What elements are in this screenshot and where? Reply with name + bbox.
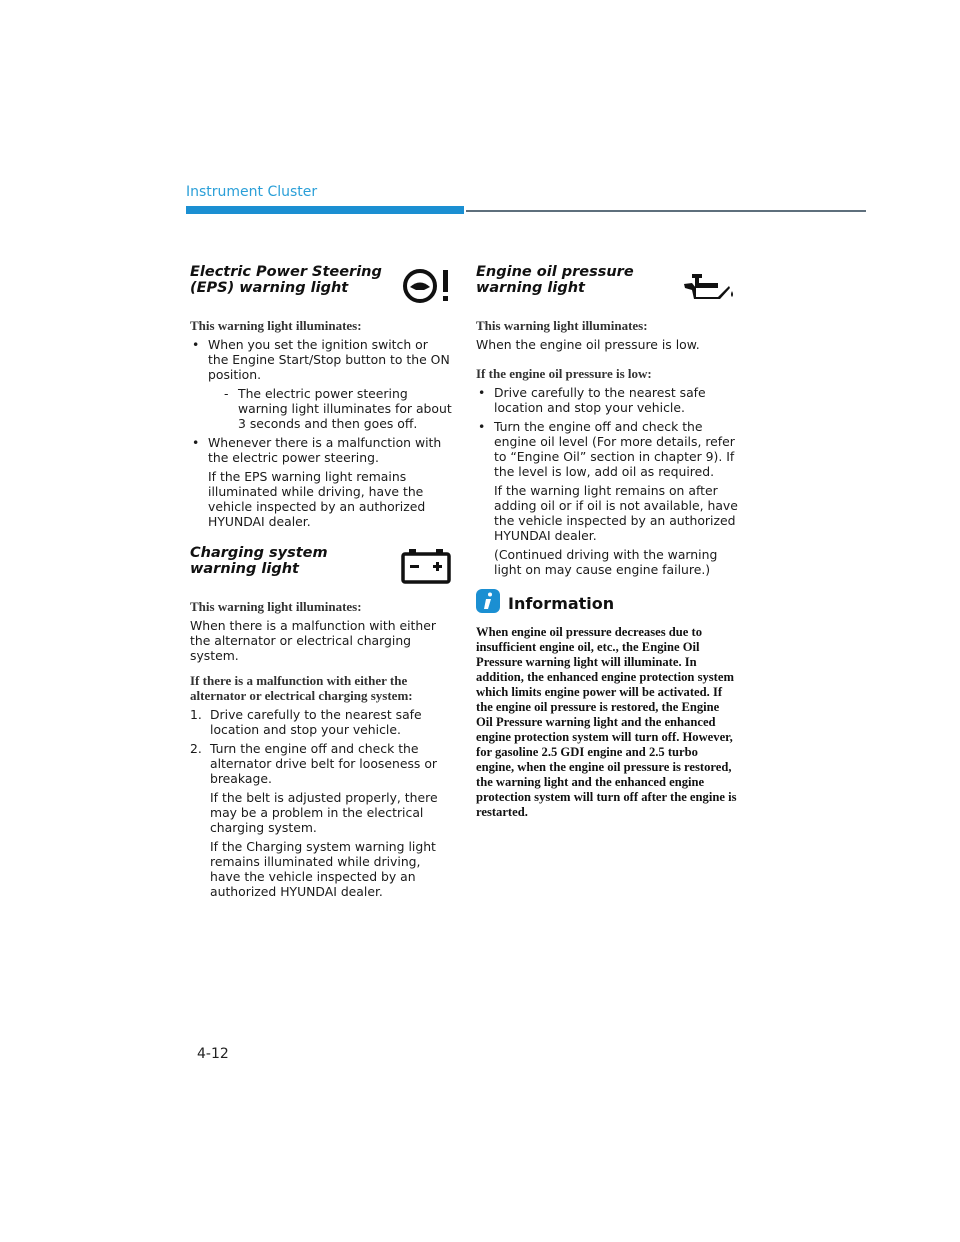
list-item (190, 337, 452, 431)
list-item (476, 419, 738, 577)
battery-icon (400, 547, 452, 589)
info-heading (476, 589, 738, 617)
charging-text: When there is a malfunction with either the alternator or electrical charging system. (190, 618, 436, 663)
bullet-paragraph: If the EPS warning light remains illuminated while driving, have the vehicle inspected by an authorized HYUNDAI dealer. (208, 469, 426, 529)
charging-subhead: This warning light illuminates: (190, 599, 362, 614)
eps-heading (190, 264, 452, 316)
step-number: 2. (190, 741, 202, 756)
left-column (190, 264, 452, 903)
dash-item: - The electric power steering warning light illuminates for about 3 seconds and then goes off. (224, 386, 452, 431)
step-paragraph: If the belt is adjusted properly, there may be a problem in the electrical charging system. (210, 790, 438, 835)
charging-title: Charging system warning light (190, 545, 328, 577)
eps-title: Electric Power Steering (EPS) warning light (190, 264, 382, 296)
steering-warning-icon (402, 266, 452, 310)
eps-subhead: This warning light illuminates: (190, 318, 362, 333)
list-item (476, 385, 738, 415)
charging-subhead2: If there is a malfunction with either the alternator or electrical charging system: (190, 673, 413, 703)
step-text: Turn the engine off and check the alternator drive belt for looseness or breakage. (210, 741, 437, 786)
header-accent-bar (186, 206, 464, 214)
list-item (190, 741, 452, 899)
bullet-text: When you set the ignition switch or the Engine Start/Stop button to the ON position. (208, 337, 450, 382)
eps-bullets (190, 337, 452, 529)
list-item (190, 435, 452, 529)
oil-heading (476, 264, 738, 316)
step-paragraph: If the Charging system warning light remains illuminated while driving, have the vehicle inspected by an authorized HYUNDAI dealer. (210, 839, 436, 899)
list-item (190, 707, 452, 737)
bullet-text: Turn the engine off and check the engine oil level (For more details, refer to “Engine Oil” section in chapter 9). If the level is low, add oil as required. (494, 419, 735, 479)
oil-text: When the engine oil pressure is low. (476, 337, 700, 352)
bullet-paragraph: If the warning light remains on after adding oil or if oil is not available, have the vehicle inspected by an authorized HYUNDAI dealer. (494, 483, 738, 543)
step-number: 1. (190, 707, 202, 722)
right-column (476, 264, 738, 820)
info-title: Information (508, 593, 615, 613)
bullet-text: Whenever there is a malfunction with the electric power steering. (208, 435, 442, 465)
page-number: 4-12 (197, 1046, 229, 1062)
charging-heading (190, 545, 452, 597)
oil-subhead: This warning light illuminates: (476, 318, 648, 333)
oil-can-icon (682, 266, 738, 308)
info-body: When engine oil pressure decreases due to insufficient engine oil, etc., the Engine Oil Pressure warning light will illuminate. In addition, the enhanced engine protection system which limits engine power will be activated. If the engine oil pressure is restored, the Engine Oil Pressure warning light and the enhanced engine protection system will turn off. However, for gasoline 2.5 GDI engine and 2.5 turbo engine, when the engine oil pressure is restored, the warning light and the enhanced engine protection system will turn off after the engine is restarted. (476, 625, 737, 819)
bullet-text: Drive carefully to the nearest safe location and stop your vehicle. (494, 385, 706, 415)
section-header: Instrument Cluster (186, 184, 318, 200)
header-rule (466, 210, 866, 212)
charging-steps (190, 707, 452, 899)
oil-title: Engine oil pressure warning light (476, 264, 634, 296)
oil-bullets (476, 385, 738, 577)
step-text: Drive carefully to the nearest safe location and stop your vehicle. (210, 707, 422, 737)
bullet-paragraph: (Continued driving with the warning light on may cause engine failure.) (494, 547, 718, 577)
info-icon (476, 589, 500, 617)
oil-subhead2: If the engine oil pressure is low: (476, 366, 652, 381)
